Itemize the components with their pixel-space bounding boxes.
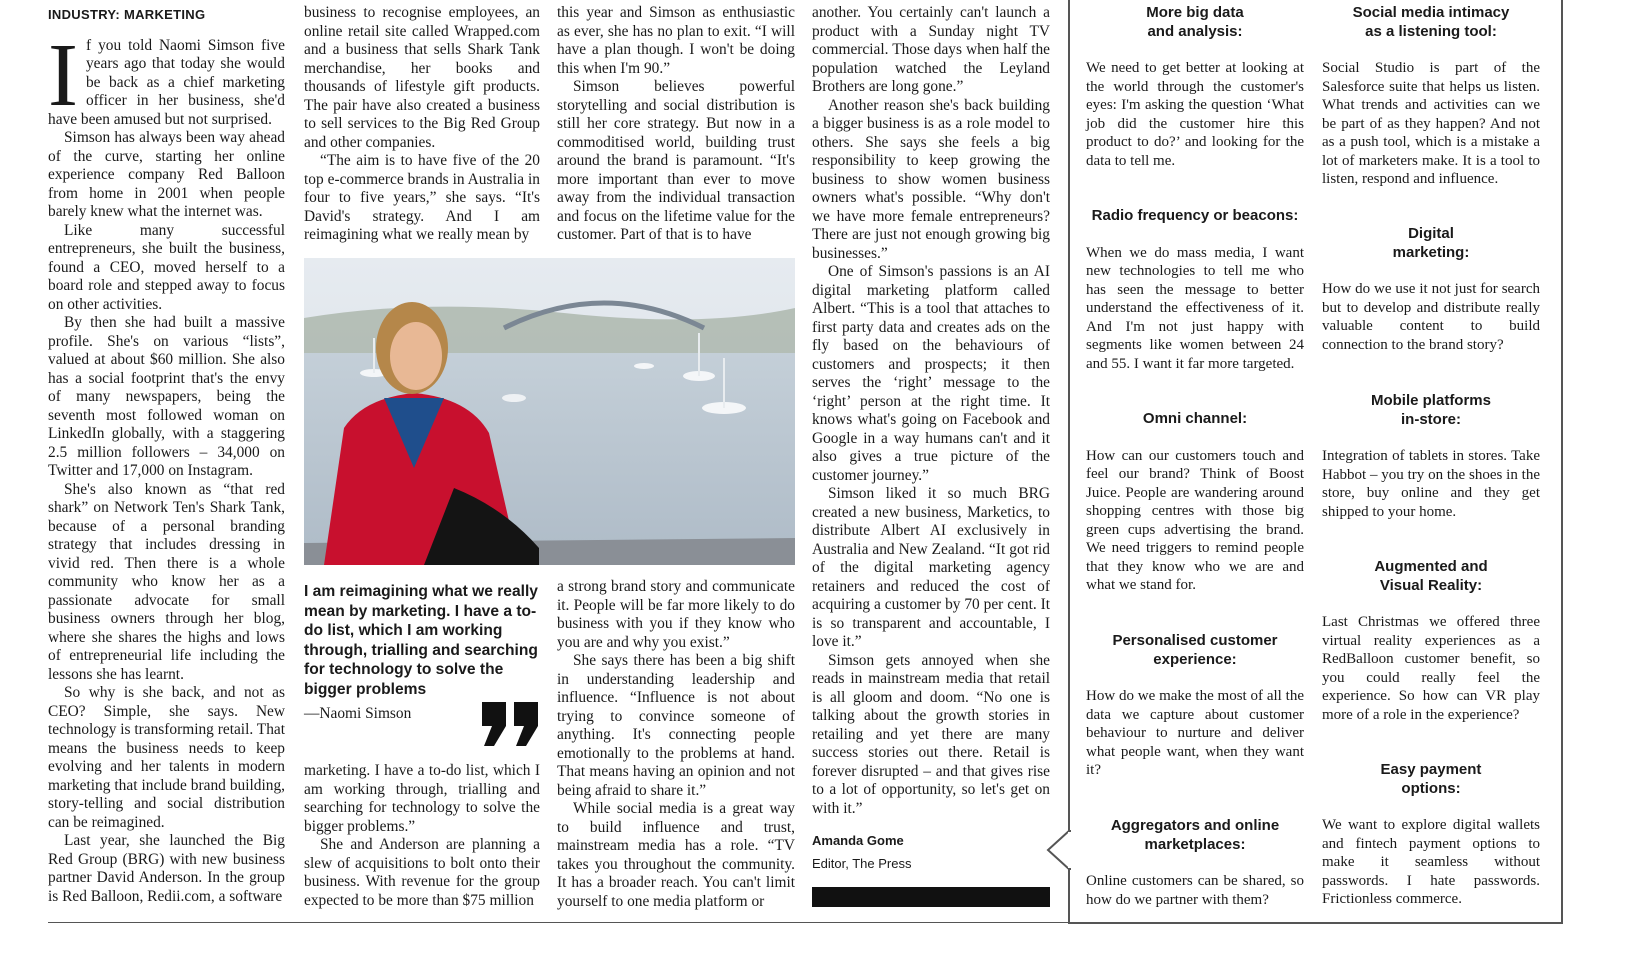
sidebar-heading: Personalised customer experience:: [1112, 632, 1278, 668]
paragraph: business to recognise employees, an online retail site called Wrapped.com and a business that sells Shark Tank merchandise, her books and thousands of lifestyle gift products. The pair have also created a business to sell services to the Big Red Group and other companies.: [304, 4, 540, 151]
quote-mark-icon: [478, 698, 542, 750]
sidebar-text: Last Christmas we offered three virtual reality experiences as a RedBalloon customer benefit, so you could really feel the experience. So how can VR play more of a role in the experience?: [1322, 614, 1540, 723]
pull-quote: I am reimagining what we really mean by marketing. I have a to-do list, which I am working through, trialling and searching for technology to solve the bigger problems: [304, 583, 538, 698]
sidebar-heading: More big data and analysis:: [1146, 4, 1244, 40]
article-column-2: [304, 4, 540, 245]
paragraph: Simson liked it so much BRG created a new business, Marketics, to distribute Albert AI exclusively in Australia and New Zealand. “It got rid of the digital marketing agency retainers and reduced the cost of acquiring a customer by 70 per cent. It is so transparent and accountable, I love it.”: [812, 485, 1050, 650]
paragraph: this year and Simson as enthusiastic as ever, she has no plan to exit. “I will have a plan though. I won't be doing this when I'm 90.”: [557, 4, 795, 77]
sidebar-text: How do we use it not just for search but to develop and distribute really valuable content to build connection to the brand story?: [1322, 281, 1540, 353]
sidebar-heading: Easy payment options:: [1380, 761, 1482, 797]
sidebar-heading: Digital marketing:: [1392, 225, 1470, 261]
pull-quote-attribution: —Naomi Simson: [304, 705, 412, 722]
sidebar-text: We want to explore digital wallets and fintech payment options to make it seamless without passwords. I hate passwords. Frictionless commerce.: [1322, 817, 1540, 907]
paragraph: Another reason she's back building a bigger business is as a role model to others. She says she feels a big responsibility to keep growing the business to show women business owners what's possible. “Why don't we have more female entrepreneurs? There are just not enough growing big businesses.”: [812, 96, 1050, 262]
byline-name: Amanda Gome: [812, 833, 904, 848]
byline-bar: [812, 887, 1050, 907]
sidebar-text: Social Studio is part of the Salesforce suite that helps us listen. What trends and activities can we be part of as they happen? And not as a push tool, which is a mistake a lot of marketers make. It is a tool to listen, respond and influence.: [1322, 60, 1540, 187]
paragraph: Like many successful entrepreneurs, she built the business, found a CEO, moved herself to a board role and stepped away to focus on other activities.: [48, 221, 285, 313]
paragraph: Last year, she launched the Big Red Group (BRG) with new business partner David Anderson. In the group is Red Balloon, Redii.com, a software: [48, 832, 285, 905]
article-column-2-continued: [304, 762, 540, 910]
portrait-photo: [304, 258, 795, 565]
sidebar-text: How can our customers touch and feel our brand? Think of Boost Juice. People are wandering around shopping centres with those big green cups advertising the brand. We need triggers to remind people that they know who we are and what we stand for.: [1086, 447, 1304, 593]
paragraph: “The aim is to have five of the 20 top e-commerce brands in Australia in four to five years,” she says. “It's David's strategy. And I am reimagining what we really mean by: [304, 152, 540, 243]
sidebar-heading: Mobile platforms in-store:: [1370, 392, 1491, 428]
sidebar-heading: Radio frequency or beacons:: [1091, 207, 1299, 224]
paragraph: While social media is a great way to build influence and trust, mainstream media has a role. “TV takes you throughout the community. It has a broader reach. You can't limit yourself to one media platform or: [557, 800, 795, 910]
paragraph: One of Simson's passions is an AI digital marketing platform called Albert. “This is a tool that attaches to first party data and creates ads on the fly based on the behaviours of customers and prospects; it then serves the ‘right’ message to the ‘right’ person at the right time. It knows what's going on Facebook and Google in a way humans can't and it also gives a true picture of the customer journey.”: [812, 263, 1050, 484]
article-column-1: [48, 4, 285, 906]
sidebar-text: We need to get better at looking at the world through the customer's eyes: I'm asking the question ‘What job did the customer hire this product to do?’ and looking for the data to tell me.: [1086, 60, 1304, 169]
sidebar-text: How do we make the most of all the data we capture about customer behaviour to nurture and deliver what people want, when they want it?: [1086, 688, 1304, 778]
sidebar-text: When we do mass media, I want new technologies to tell me who has seen the message to better understand the effectiveness of it. And I'm not just happy with segments like women between 24 and 55. I want it far more targeted.: [1086, 244, 1304, 372]
sidebar-text: Online customers can be shared, so how do we partner with them?: [1086, 873, 1304, 908]
article-column-3: [557, 4, 795, 245]
paragraph: By then she had built a massive profile. She's on various “lists”, valued at about $60 million. She also has a social footprint that's the envy of many newspapers, being the seventh most followed woman on LinkedIn globally, with a staggering 2.5 million followers – 34,000 on Twitter and 17,000 on Instagram.: [48, 314, 285, 479]
paragraph: a strong brand story and communicate it. People will be far more likely to do business with you if they know who you are and why you exist.”: [557, 578, 795, 651]
paragraph: Simson gets annoyed when she reads in mainstream media that retail is all gloom and doom. “No one is talking about the growth stories in retailing and yet there are many success stories out there. Retail is forever disrupted – and that gives rise to a lot of opportunity, so let's get on with it.”: [812, 651, 1050, 817]
paragraph: Simson has always been way ahead of the curve, starting her online experience company Red Balloon from home in 2001 when people barely knew what the internet was.: [48, 129, 285, 220]
paragraph: She's also known as “that red shark” on Network Ten's Shark Tank, because of a personal branding strategy that includes dressing in vivid red. Then there is a whole community who know her as a passionate advocate for small business owners through her blog, where she shares the highs and lows of entrepreneurial life including the lessons she has learnt.: [48, 480, 285, 683]
section-kicker: INDUSTRY: MARKETING: [48, 7, 206, 22]
paragraph: f you told Naomi Simson five years ago that today she would be back as a chief marketing officer in her business, she'd have been amused but not surprised.: [48, 36, 285, 128]
article-column-4: [812, 4, 1050, 907]
paragraph: She says there has been a big shift in understanding leadership and influence. “Influence is not about trying to convince someone of anything. It's connecting people emotionally to the problems at hand. That means having an opinion and not being afraid to share it.”: [557, 652, 795, 799]
sidebar-heading: Aggregators and online marketplaces:: [1110, 817, 1280, 853]
sidebar-heading: Augmented and Visual Reality:: [1374, 558, 1488, 594]
sidebar-heading: Social media intimacy as a listening tool:: [1352, 4, 1510, 40]
drop-cap: I: [48, 25, 78, 125]
sidebar-text: Integration of tablets in stores. Take Habbot – you try on the shoes in the store, buy online and they get shipped to your home.: [1322, 448, 1540, 520]
callout-pointer: [1046, 830, 1072, 870]
article-column-3-continued: [557, 578, 795, 911]
paragraph: marketing. I have a to-do list, which I am working through, trialling and searching for technology to solve the bigger problems.”: [304, 762, 540, 835]
paragraph: She and Anderson are planning a slew of acquisitions to bolt onto their business. With revenue for the group expected to be more than $75 million: [304, 836, 540, 909]
bottom-rule: [48, 922, 1560, 923]
sidebar-heading: Omni channel:: [1142, 410, 1248, 427]
paragraph: So why is she back, and not as CEO? Simple, she says. New technology is transforming retail. That means the business needs to keep evolving and her talents in modern marketing that include brand building, story-telling and social distribution can be reimagined.: [48, 684, 285, 831]
paragraph: another. You certainly can't launch a product with a Sunday night TV commercial. Those days when half the population watched the Leyland Brothers are long gone.”: [812, 4, 1050, 95]
paragraph: Simson believes powerful storytelling and social distribution is still her core strategy. But now in a commoditised world, building trust around the brand is paramount. “It's more important than ever to move away from the individual transaction and focus on the lifetime value for the customer. Part of that is to have: [557, 78, 795, 243]
byline-role: Editor, The Press: [812, 855, 912, 871]
